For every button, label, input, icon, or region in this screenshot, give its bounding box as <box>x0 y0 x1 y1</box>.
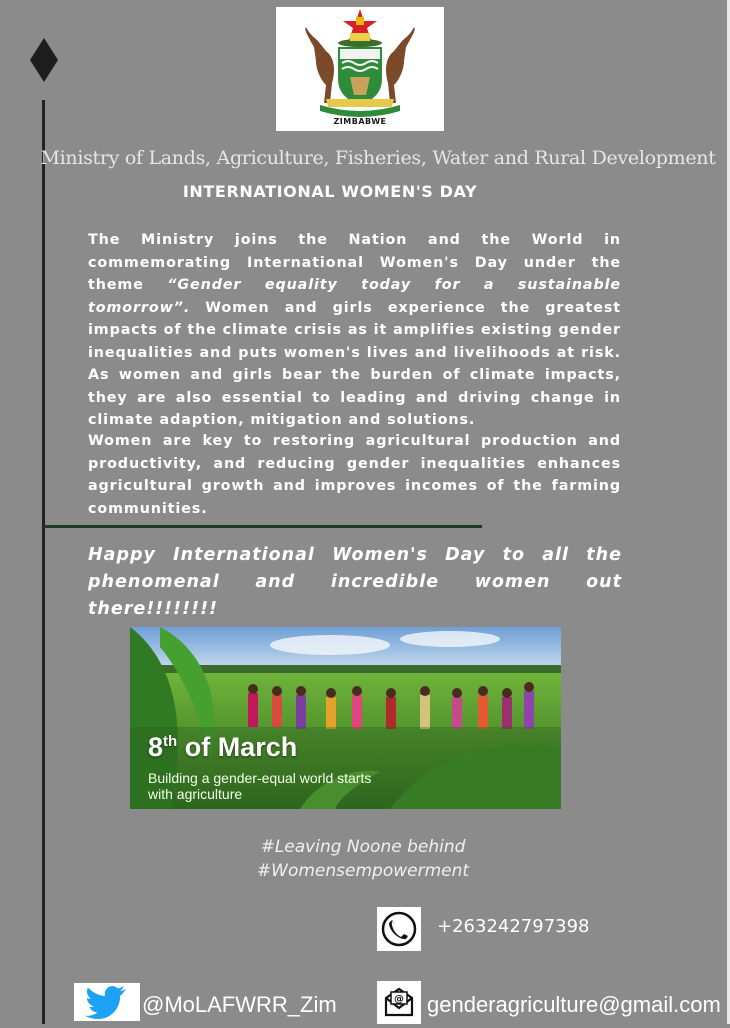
photo-title <box>148 732 297 763</box>
greeting-text: Happy International Women's Day to all the phenomenal and incredible women out there!!!!!!!! <box>88 545 622 619</box>
email-icon <box>377 981 421 1024</box>
diamond-ornament <box>30 38 58 82</box>
hashtags <box>248 835 478 883</box>
hashtag-item: #Womensempowerment <box>256 861 470 881</box>
theme-text: “Gender equality today for a sustainable tomorrow”. <box>88 277 622 316</box>
vertical-rule <box>42 100 45 1024</box>
intro-text: The Ministry joins the Nation and the World in commemorating International Women's Day under the theme <box>88 232 621 293</box>
zimbabwe-coat-of-arms <box>276 7 444 131</box>
agriculture-paragraph: Women are key to restoring agricultural production and productivity, and reducing gender inequalities enhances agricultural growth and improves incomes of the farming communities. <box>88 433 621 517</box>
photo-title-suffix: th <box>163 733 178 750</box>
intro-text-continued: Women and girls experience the greatest impacts of the climate crisis as it amplifies existing gender inequalities and puts women's lives and livelihoods at risk. As women and girls bear the burden of climate impacts, they are also essential to leading and driving change in climate adaption, mitigation and solutions. <box>88 299 622 428</box>
photo-title-rest: of March <box>177 732 298 762</box>
phone-number[interactable]: +263242797398 <box>437 916 590 937</box>
svg-text:@: @ <box>394 994 404 1005</box>
march-8-banner-photo <box>130 627 561 809</box>
hashtag-item: #Leaving Noone behind <box>260 837 466 857</box>
photo-title-number: 8 <box>148 732 164 762</box>
intro-paragraph <box>88 229 621 432</box>
page-title: INTERNATIONAL WOMEN'S DAY <box>182 182 478 201</box>
phone-icon <box>377 907 421 951</box>
twitter-handle[interactable]: @MoLAFWRR_Zim <box>142 992 337 1017</box>
email-address[interactable]: genderagriculture@gmail.com <box>427 992 721 1017</box>
ministry-name: Ministry of Lands, Agriculture, Fisheries, Water and Rural Development <box>40 147 716 169</box>
twitter-icon <box>74 983 140 1021</box>
horizontal-rule <box>44 525 482 528</box>
crest-caption: ZIMBABWE <box>333 117 387 126</box>
coat-of-arms-icon <box>276 7 444 131</box>
photo-subtitle: Building a gender-equal world starts with agriculture <box>148 770 372 802</box>
